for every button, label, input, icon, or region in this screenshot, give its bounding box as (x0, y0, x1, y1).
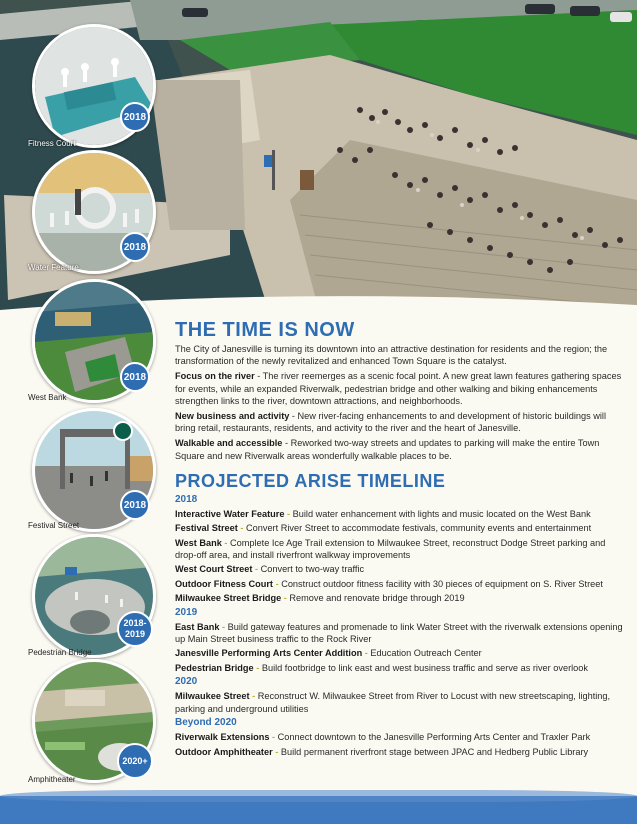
timeline-item: Riverwalk Extensions - Connect downtown to the Janesville Performing Arts Center and Traxler Park (175, 732, 591, 743)
water-feature-year-badge: 2018 (120, 232, 150, 262)
year-2018-heading: 2018 (175, 493, 198, 505)
year-2019-heading: 2019 (175, 606, 198, 618)
pedestrian-bridge-year-badge: 2018-2019 (117, 611, 153, 647)
pedestrian-bridge-caption: Pedestrian Bridge (28, 648, 92, 657)
walkable-paragraph: Walkable and accessible - Reworked two-way streets and updates to parking will make the entire Town Square and new Riverwalk areas wonderfully walkable places to be. (175, 438, 600, 461)
timeline-item: East Bank - Build gateway features and promenade to link Water Street with the riverwalk extensions opening up Main Street business traffic to the Rock River (175, 621, 623, 645)
amphitheater-caption: Amphitheater (28, 775, 76, 784)
timeline-item: Festival Street - Convert River Street to accommodate festivals, community events and entertainment (175, 523, 592, 534)
fitness-court-caption: Fitness Court (28, 139, 76, 148)
footer-band (0, 796, 637, 824)
water-feature-caption: Water Feature (28, 263, 79, 272)
festival-street-year-badge: 2018 (120, 490, 150, 520)
main-content (175, 318, 625, 758)
west-bank-caption: West Bank (28, 393, 67, 402)
year-beyond-2020-heading: Beyond 2020 (175, 717, 237, 729)
west-bank-year-badge: 2018 (120, 362, 150, 392)
timeline-item: West Court Street - Convert to two-way traffic (175, 564, 365, 575)
timeline-item: Janesville Performing Arts Center Addition - Education Outreach Center (175, 648, 482, 659)
festival-street-caption: Festival Street (28, 521, 80, 530)
timeline-item: Milwaukee Street - Reconstruct W. Milwaukee Street from River to Locust with new streetscaping, lighting, parking and underground utilities (175, 691, 611, 714)
timeline-item: Outdoor Fitness Court - Construct outdoor fitness facility with 30 pieces of equipment on S. River Street (175, 578, 603, 589)
new-business-paragraph: New business and activity - New river-facing enhancements to and development of historic buildings will bring retail, restaurants, residents, and activity to the river and the heart of Janesville. (175, 411, 606, 434)
timeline-item: Outdoor Amphitheater - Build permanent riverfront stage between JPAC and Hedberg Public Library (175, 746, 589, 757)
timeline-item: Pedestrian Bridge - Build footbridge to link east and west business traffic and serve as river overlook (175, 662, 588, 673)
fitness-court-year-badge: 2018 (120, 102, 150, 132)
timeline-item: West Bank - Complete Ice Age Trail extension to Milwaukee Street, reconstruct Dodge Street parking and drop-off area, and install riverfront walkway improvements (175, 537, 606, 561)
intro-paragraph: The City of Janesville is turning its downtown into an attractive destination for residents and the region; the transformation of the newly revitalized and enhanced Town Square is the catalyst. (175, 344, 608, 367)
timeline-heading: PROJECTED ARISE TIMELINE (175, 470, 446, 491)
amphitheater-year-badge: 2020+ (117, 743, 153, 779)
focus-river-paragraph: Focus on the river - The river reemerges as a scenic focal point. A new great lawn features gathering spaces for events, while an expanded Riverwalk, pedestrian bridge and other walking and biking enhancements strengthen links to the river, downtown attractions, and neighborhoods. (175, 371, 622, 406)
year-2020-heading: 2020 (175, 676, 198, 688)
timeline-item: Milwaukee Street Bridge - Remove and renovate bridge through 2019 (175, 593, 465, 604)
time-is-now-heading: THE TIME IS NOW (175, 319, 355, 341)
timeline-item: Interactive Water Feature - Build water enhancement with lights and music located on the West Bank (175, 508, 591, 519)
